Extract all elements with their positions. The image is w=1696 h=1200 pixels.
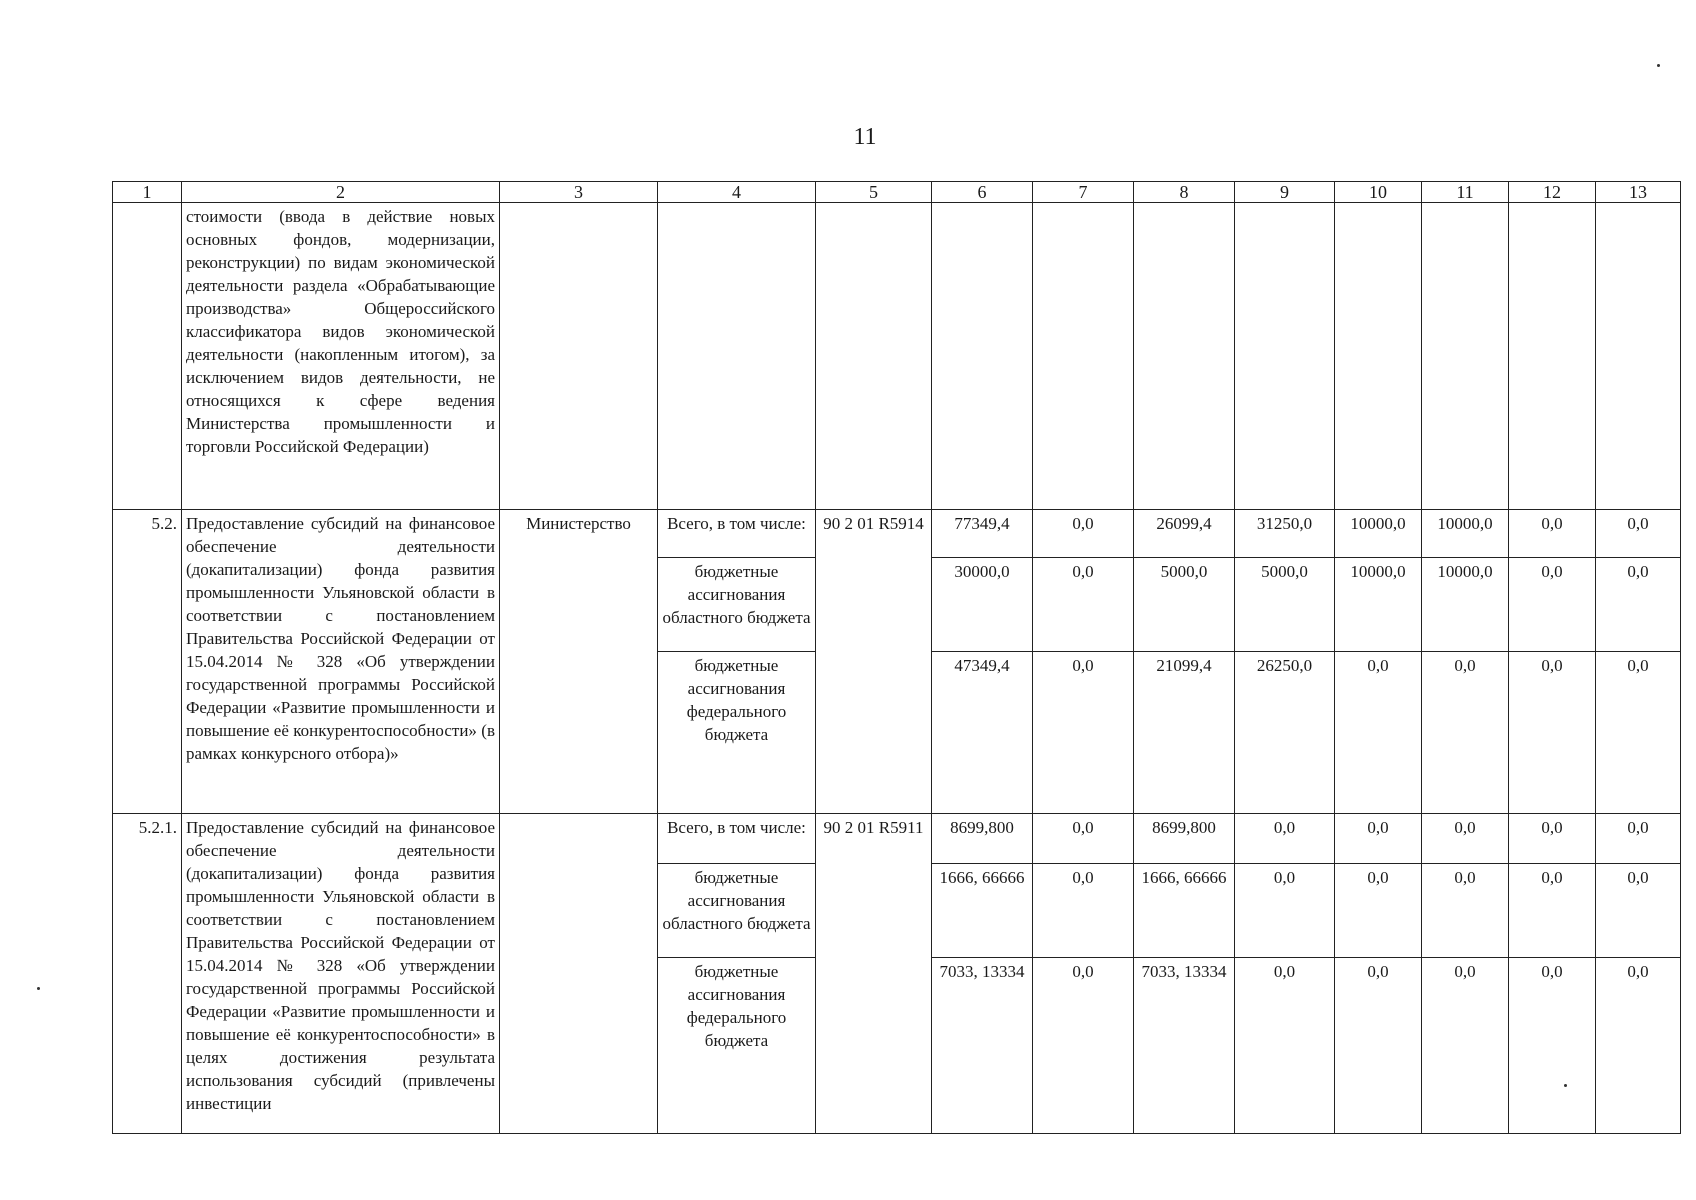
value-cell: 0,0 [1509, 958, 1596, 1134]
value-cell: 0,0 [1596, 510, 1681, 558]
value-cell: 5000,0 [1235, 558, 1335, 652]
column-header: 13 [1596, 182, 1681, 203]
budget-table [112, 181, 1681, 1134]
value-cell: 0,0 [1422, 652, 1509, 814]
value-cell: 8699,800 [1134, 814, 1235, 864]
value-cell: 0,0 [1596, 558, 1681, 652]
table-row-continuation [113, 203, 1681, 510]
page-number: 11 [853, 124, 877, 150]
value-cell: 0,0 [1033, 652, 1134, 814]
value-cell: 26250,0 [1235, 652, 1335, 814]
value-cell: 10000,0 [1335, 558, 1422, 652]
value-cell: 0,0 [1596, 652, 1681, 814]
value-cell: 0,0 [1335, 814, 1422, 864]
value-cell: 0,0 [1596, 814, 1681, 864]
column-header: 6 [932, 182, 1033, 203]
value-cell: 0,0 [1335, 958, 1422, 1134]
table-row-5-2-1-total [113, 814, 1681, 864]
column-header: 1 [113, 182, 182, 203]
value-cell: 0,0 [1235, 864, 1335, 958]
value-cell: 0,0 [1596, 864, 1681, 958]
value-cell: 31250,0 [1235, 510, 1335, 558]
value-cell: 0,0 [1509, 558, 1596, 652]
column-header: 7 [1033, 182, 1134, 203]
value-cell: 0,0 [1335, 652, 1422, 814]
value-cell: 10000,0 [1422, 558, 1509, 652]
table-row-5-2-total [113, 510, 1681, 558]
column-header: 9 [1235, 182, 1335, 203]
column-header: 12 [1509, 182, 1596, 203]
value-cell: 0,0 [1033, 958, 1134, 1134]
column-header: 3 [500, 182, 658, 203]
value-cell: 7033, 13334 [932, 958, 1033, 1134]
value-cell: 5000,0 [1134, 558, 1235, 652]
value-cell: 7033, 13334 [1134, 958, 1235, 1134]
value-cell: 0,0 [1033, 864, 1134, 958]
value-cell: 0,0 [1033, 814, 1134, 864]
column-header: 10 [1335, 182, 1422, 203]
column-header-row [113, 182, 1681, 203]
value-cell: 0,0 [1235, 958, 1335, 1134]
value-cell: 10000,0 [1335, 510, 1422, 558]
column-header: 8 [1134, 182, 1235, 203]
column-header: 2 [182, 182, 500, 203]
value-cell: 0,0 [1422, 814, 1509, 864]
funding-source: бюджетные ассигнования федерального бюджета [658, 652, 816, 814]
column-header: 5 [816, 182, 932, 203]
value-cell: 1666, 66666 [932, 864, 1033, 958]
value-cell: 0,0 [1596, 958, 1681, 1134]
value-cell: 0,0 [1509, 510, 1596, 558]
value-cell: 0,0 [1235, 814, 1335, 864]
row-number: 5.2.1. [113, 814, 182, 1134]
value-cell: 8699,800 [932, 814, 1033, 864]
value-cell: 0,0 [1509, 814, 1596, 864]
scan-speck [1657, 64, 1660, 67]
funding-source: Всего, в том числе: [658, 814, 816, 864]
budget-code: 90 2 01 R5914 [816, 510, 932, 814]
value-cell: 77349,4 [932, 510, 1033, 558]
value-cell: 26099,4 [1134, 510, 1235, 558]
column-header: 11 [1422, 182, 1509, 203]
value-cell: 0,0 [1509, 652, 1596, 814]
value-cell: 1666, 66666 [1134, 864, 1235, 958]
scan-speck [37, 987, 40, 990]
value-cell: 0,0 [1033, 510, 1134, 558]
value-cell: 10000,0 [1422, 510, 1509, 558]
value-cell: 0,0 [1033, 558, 1134, 652]
row-description: Предоставление субсидий на финансовое обеспечение деятельности (докапитализации) фонда развития промышленности Ульяновской области в соответствии с постановлением Правительства Российской Федерации от 15.04.2014 № 328 «Об утверждении государственной программы Российской Федерации «Развитие промышленности и повышение её конкурентоспособности» (в рамках конкурсного отбора)» [182, 510, 500, 814]
value-cell: 21099,4 [1134, 652, 1235, 814]
row-number: 5.2. [113, 510, 182, 814]
value-cell: 0,0 [1422, 958, 1509, 1134]
funding-source: бюджетные ассигнования областного бюджета [658, 558, 816, 652]
value-cell: 0,0 [1509, 864, 1596, 958]
continuation-description: стоимости (ввода в действие новых основных фондов, модернизации, реконструкции) по видам экономической деятельности раздела «Обрабатывающие производства» Общероссийского классификатора видов экономической деятельности (накопленным итогом), за исключением видов деятельности, не относящихся к сфере ведения Министерства промышленности и торговли Российской Федерации) [182, 203, 500, 510]
value-cell: 0,0 [1335, 864, 1422, 958]
funding-source: Всего, в том числе: [658, 510, 816, 558]
value-cell: 47349,4 [932, 652, 1033, 814]
funding-source: бюджетные ассигнования областного бюджета [658, 864, 816, 958]
value-cell: 0,0 [1422, 864, 1509, 958]
row-executor: Министерство [500, 510, 658, 814]
row-description: Предоставление субсидий на финансовое обеспечение деятельности (докапитализации) фонда развития промышленности Ульяновской области в соответствии с постановлением Правительства Российской Федерации от 15.04.2014 № 328 «Об утверждении государственной программы Российской Федерации «Развитие промышленности и повышение её конкурентоспособности» в целях достижения результата использования субсидий (привлечены инвестиции [182, 814, 500, 1134]
budget-code: 90 2 01 R5911 [816, 814, 932, 1134]
funding-source: бюджетные ассигнования федерального бюджета [658, 958, 816, 1134]
column-header: 4 [658, 182, 816, 203]
scan-speck [1564, 1084, 1567, 1087]
value-cell: 30000,0 [932, 558, 1033, 652]
